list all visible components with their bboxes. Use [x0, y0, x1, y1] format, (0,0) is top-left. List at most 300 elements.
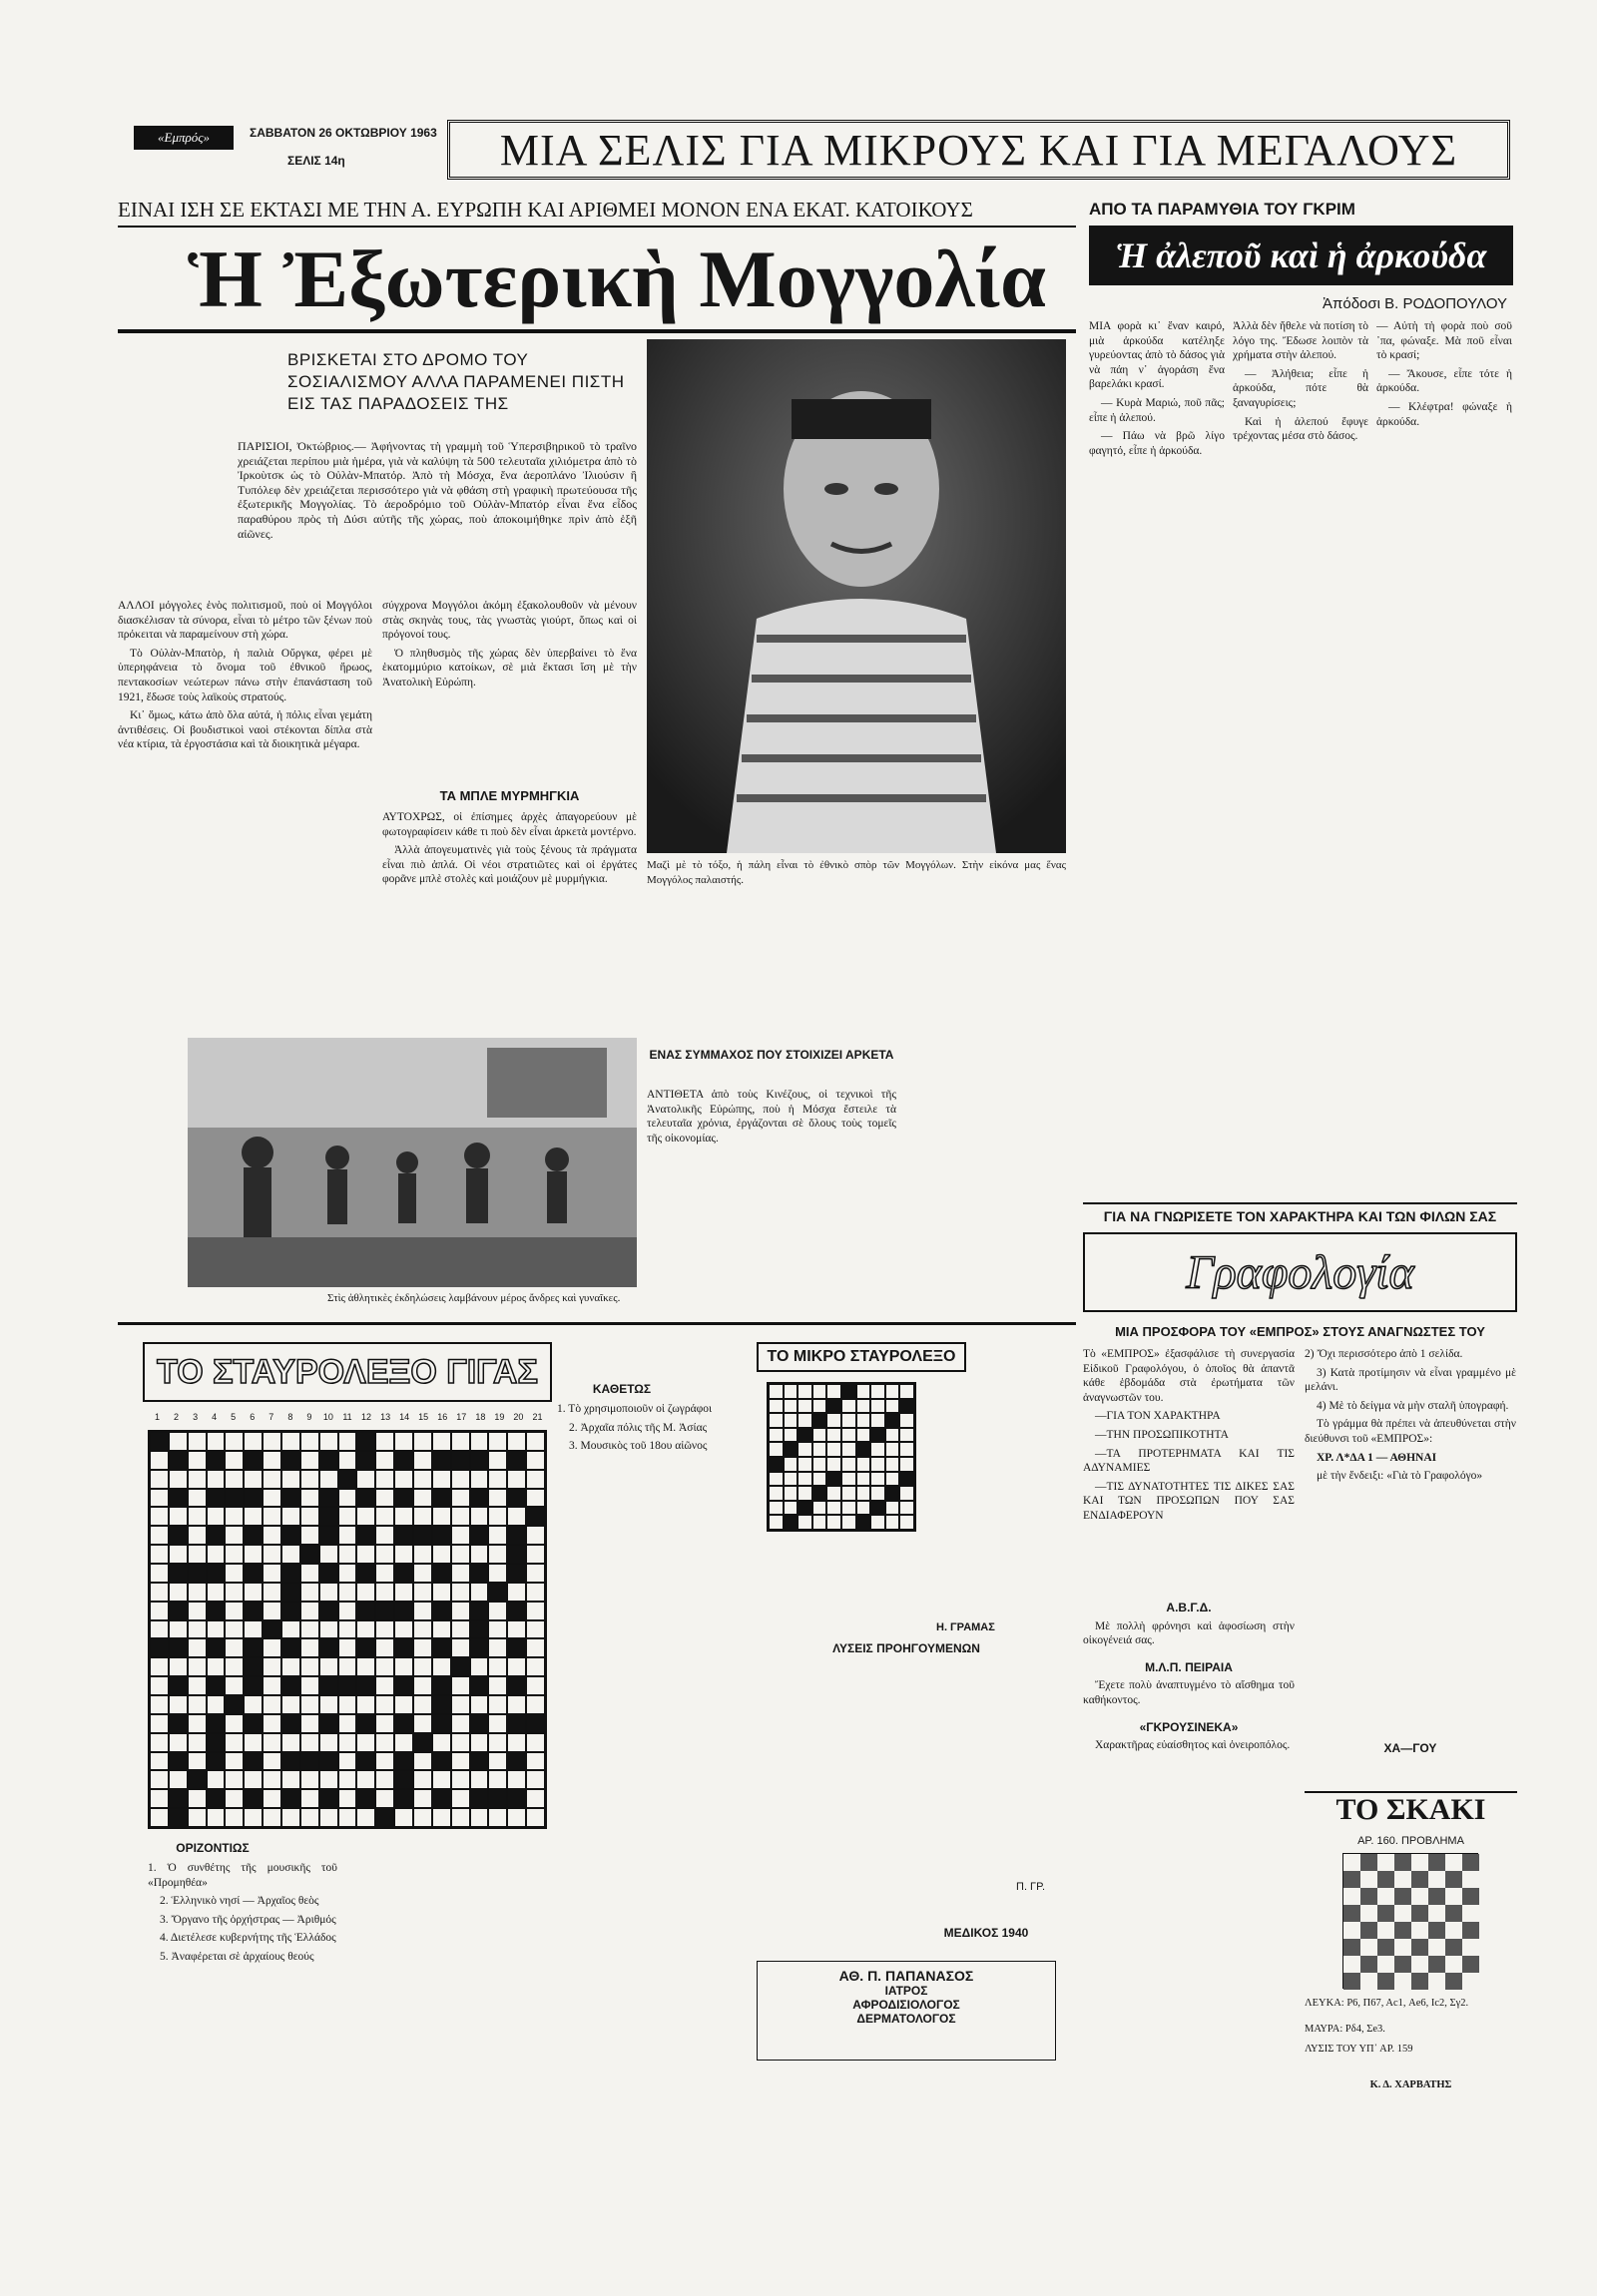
grid-cell: [169, 1714, 188, 1733]
grid-cell: [526, 1602, 545, 1620]
grid-cell: [488, 1451, 507, 1470]
chess-square: [1411, 1939, 1428, 1956]
grid-cell: [488, 1526, 507, 1545]
grid-cell: [826, 1413, 841, 1428]
grid-cell: [300, 1695, 319, 1714]
grid-cell: [300, 1583, 319, 1602]
grid-cell: [899, 1413, 914, 1428]
signature-2: Π. ΓΡ.: [1016, 1881, 1046, 1893]
grid-cell: [488, 1583, 507, 1602]
paragraph: — Ἀλήθεια; εἶπε ἡ ἀρκούδα, πότε θὰ ξαναγυρίσεις;: [1233, 367, 1368, 409]
small-crossword-grid: [767, 1382, 916, 1532]
grid-cell: [526, 1489, 545, 1508]
paragraph: —ΤΑ ΠΡΟΤΕΡΗΜΑΤΑ ΚΑΙ ΤΙΣ ΑΔΥΝΑΜΙΕΣ: [1083, 1447, 1295, 1475]
grid-cell: [375, 1752, 394, 1771]
grid-cell: [507, 1507, 526, 1526]
grid-cell: [488, 1507, 507, 1526]
fable-title: Ἡ ἀλεποῦ καὶ ἡ ἀρκούδα: [1115, 235, 1487, 275]
fable-article: [1083, 190, 1517, 1192]
grid-cell: [784, 1457, 798, 1472]
grid-cell: [451, 1657, 470, 1676]
grid-cell: [394, 1752, 413, 1771]
grid-cell: [769, 1501, 784, 1516]
grid-cell: [841, 1384, 856, 1399]
grid-cell: [150, 1770, 169, 1789]
grid-cell: [150, 1657, 169, 1676]
grid-cell: [300, 1451, 319, 1470]
grid-cell: [394, 1507, 413, 1526]
grid-cell: [507, 1676, 526, 1695]
chess-square: [1377, 1922, 1394, 1939]
column-number: 14: [399, 1412, 410, 1422]
grid-cell: [338, 1638, 357, 1657]
grid-cell: [244, 1714, 263, 1733]
grid-cell: [856, 1486, 871, 1501]
photo-caption: Μαζὶ μὲ τὸ τόξο, ἡ πάλη εἶναι τὸ ἐθνικὸ σπὸρ τῶν Μογγόλων. Στὴν εἰκόνα μας ἕνας Μογγόλος παλαιστής.: [647, 859, 1066, 886]
grid-cell: [207, 1676, 226, 1695]
chess-square: [1462, 1888, 1479, 1905]
grid-cell: [488, 1752, 507, 1771]
grid-cell: [769, 1486, 784, 1501]
small-crossword-title-box: [757, 1342, 966, 1372]
chess-square: [1394, 1956, 1411, 1973]
grid-cell: [470, 1789, 489, 1808]
page-banner: ΜΙΑ ΣΕΛΙΣ ΓΙΑ ΜΙΚΡΟΥΣ ΚΑΙ ΓΙΑ ΜΕΓΑΛΟΥΣ: [499, 125, 1458, 175]
doctor-ad: [757, 1961, 1056, 2061]
grid-cell: [451, 1564, 470, 1583]
chess-square: [1462, 1854, 1479, 1871]
grid-cell: [488, 1545, 507, 1564]
grid-cell: [338, 1602, 357, 1620]
chess-square: [1445, 1973, 1462, 1990]
grid-cell: [338, 1564, 357, 1583]
grid-cell: [526, 1695, 545, 1714]
grid-cell: [207, 1657, 226, 1676]
column-number: 21: [532, 1412, 543, 1422]
grid-cell: [413, 1470, 432, 1489]
chess-square: [1428, 1956, 1445, 1973]
chess-square: [1394, 1888, 1411, 1905]
grid-cell: [225, 1733, 244, 1752]
grid-cell: [319, 1657, 338, 1676]
grid-cell: [356, 1507, 375, 1526]
grid-cell: [526, 1564, 545, 1583]
grid-cell: [488, 1470, 507, 1489]
grid-cell: [244, 1432, 263, 1451]
paragraph: ΑΛΛΟΙ μόγγολες ἑνὸς πολιτισμοῦ, ποὺ οἱ Μογγόλοι διασκέλισαν τὰ σύνορα, εἶναι τὸ μέτρο τῶν ξένων ποὺ πρόκειται νὰ παραμείνουν στὴ χώρα.: [118, 600, 372, 642]
grid-cell: [451, 1545, 470, 1564]
grid-cell: [526, 1657, 545, 1676]
grid-cell: [856, 1413, 871, 1428]
paragraph: Ἔχετε πολὺ ἀναπτυγμένο τὸ αἴσθημα τοῦ καθήκοντος.: [1083, 1679, 1295, 1706]
grid-cell: [150, 1451, 169, 1470]
grid-cell: [451, 1733, 470, 1752]
chess-square: [1428, 1905, 1445, 1922]
grid-cell: [356, 1808, 375, 1827]
grid-cell: [841, 1457, 856, 1472]
grid-cell: [300, 1657, 319, 1676]
grid-cell: [319, 1695, 338, 1714]
grid-cell: [451, 1695, 470, 1714]
grid-cell: [798, 1515, 812, 1530]
grid-cell: [338, 1676, 357, 1695]
grid-cell: [188, 1657, 207, 1676]
grid-cell: [885, 1413, 900, 1428]
grid-cell: [225, 1752, 244, 1771]
grid-cell: [319, 1770, 338, 1789]
grid-cell: [188, 1451, 207, 1470]
grid-cell: [812, 1399, 827, 1414]
grid-cell: [169, 1638, 188, 1657]
grid-cell: [432, 1789, 451, 1808]
clue: 1. Τὸ χρησιμοποιοῦν οἱ ζωγράφοι: [557, 1403, 713, 1415]
grid-cell: [188, 1620, 207, 1639]
grid-cell: [225, 1657, 244, 1676]
grid-cell: [394, 1526, 413, 1545]
grid-cell: [526, 1752, 545, 1771]
paragraph: 2) Ὄχι περισσότερο ἀπὸ 1 σελίδα.: [1305, 1348, 1463, 1360]
grid-cell: [207, 1620, 226, 1639]
grid-cell: [375, 1432, 394, 1451]
grid-cell: [432, 1602, 451, 1620]
column-number: 3: [193, 1412, 199, 1422]
grid-cell: [432, 1451, 451, 1470]
grid-cell: [169, 1564, 188, 1583]
grid-cell: [526, 1770, 545, 1789]
grid-cell: [394, 1733, 413, 1752]
grid-cell: [244, 1752, 263, 1771]
grid-cell: [826, 1442, 841, 1457]
column-number: 20: [513, 1412, 524, 1422]
grid-cell: [526, 1733, 545, 1752]
grid-cell: [281, 1564, 300, 1583]
grid-cell: [244, 1489, 263, 1508]
chess-square: [1360, 1922, 1377, 1939]
grid-cell: [470, 1489, 489, 1508]
grid-cell: [470, 1564, 489, 1583]
grid-cell: [507, 1789, 526, 1808]
doctor-specialty: ΑΦΡΟΔΙΣΙΟΛΟΓΟΣ: [852, 1998, 960, 2012]
grid-cell: [281, 1432, 300, 1451]
chess-square: [1428, 1939, 1445, 1956]
crossword-grid: [148, 1430, 547, 1829]
grid-cell: [899, 1428, 914, 1443]
grid-cell: [225, 1489, 244, 1508]
grid-cell: [169, 1583, 188, 1602]
grid-cell: [281, 1714, 300, 1733]
grid-cell: [356, 1714, 375, 1733]
chess-board: [1342, 1853, 1478, 1989]
grid-cell: [150, 1789, 169, 1808]
chess-square: [1377, 1888, 1394, 1905]
chess-square: [1411, 1922, 1428, 1939]
grid-cell: [225, 1676, 244, 1695]
grid-cell: [375, 1770, 394, 1789]
grid-cell: [856, 1515, 871, 1530]
grid-cell: [451, 1620, 470, 1639]
grid-cell: [488, 1657, 507, 1676]
grid-cell: [225, 1526, 244, 1545]
grid-cell: [169, 1733, 188, 1752]
grid-cell: [150, 1583, 169, 1602]
grid-cell: [281, 1583, 300, 1602]
paragraph: Τὸ Οὐλὰν-Μπατὸρ, ἡ παλιὰ Οὔργκα, φέρει μὲ ὑπερηφάνεια τὸ ὄνομα τοῦ ἐθνικοῦ ἥρωος, πεντακοσίων νεώτερων πάνω στὴν ἐπανάσταση τοῦ 1921, ἔδωσε τοὺς λαϊκοὺς στρατούς.: [118, 647, 372, 703]
grid-cell: [188, 1526, 207, 1545]
grid-cell: [507, 1770, 526, 1789]
grid-cell: [769, 1472, 784, 1487]
grid-cell: [526, 1507, 545, 1526]
grid-cell: [225, 1620, 244, 1639]
chess-solution: ΛΥΣΙΣ ΤΟΥ ΥΠ᾽ ΑΡ. 159: [1305, 2044, 1413, 2055]
section-heading-2: ΕΝΑΣ ΣΥΜΜΑΧΟΣ ΠΟΥ ΣΤΟΙΧΙΖΕΙ ΑΡΚΕΤΑ: [649, 1048, 894, 1062]
column-number: 2: [174, 1412, 180, 1422]
grid-cell: [356, 1789, 375, 1808]
chess-square: [1343, 1888, 1360, 1905]
grid-cell: [798, 1457, 812, 1472]
doctor-name: ΑΘ. Π. ΠΑΠΑΝΑΣΟΣ: [838, 1968, 974, 1984]
chess-square: [1343, 1956, 1360, 1973]
grid-cell: [356, 1638, 375, 1657]
grid-cell: [263, 1470, 281, 1489]
grid-cell: [899, 1486, 914, 1501]
grid-cell: [225, 1638, 244, 1657]
grid-cell: [432, 1638, 451, 1657]
article-col-1: [118, 599, 372, 1028]
grid-cell: [263, 1545, 281, 1564]
grid-cell: [413, 1752, 432, 1771]
chess-square: [1428, 1871, 1445, 1888]
grid-cell: [319, 1714, 338, 1733]
grid-cell: [826, 1457, 841, 1472]
grid-cell: [169, 1507, 188, 1526]
grid-cell: [375, 1564, 394, 1583]
clue: 5. Ἀναφέρεται σὲ ἀρχαίους θεούς: [160, 1950, 314, 1963]
grid-cell: [375, 1638, 394, 1657]
chess-square: [1377, 1854, 1394, 1871]
grid-cell: [207, 1451, 226, 1470]
grid-cell: [263, 1620, 281, 1639]
chess-square: [1428, 1888, 1445, 1905]
grid-cell: [356, 1564, 375, 1583]
grid-cell: [798, 1486, 812, 1501]
chess-square: [1343, 1905, 1360, 1922]
grid-cell: [885, 1457, 900, 1472]
grid-cell: [338, 1695, 357, 1714]
logo-text: «Εμπρός»: [158, 130, 210, 145]
section-heading: ΤΑ ΜΠΛΕ ΜΥΡΜΗΓΚΙΑ: [439, 788, 580, 803]
fable-col-3: [1376, 319, 1512, 1187]
chess-square: [1462, 1973, 1479, 1990]
grid-cell: [169, 1695, 188, 1714]
fable-col-2: [1233, 319, 1368, 1187]
grid-cell: [375, 1789, 394, 1808]
grid-cell: [394, 1638, 413, 1657]
grid-cell: [356, 1583, 375, 1602]
grid-cell: [432, 1676, 451, 1695]
grid-cell: [432, 1507, 451, 1526]
grid-cell: [300, 1770, 319, 1789]
grid-cell: [207, 1808, 226, 1827]
grid-cell: [432, 1695, 451, 1714]
grid-cell: [263, 1451, 281, 1470]
grid-cell: [207, 1489, 226, 1508]
paragraph: ΑΝΤΙΘΕΤΑ ἀπὸ τοὺς Κινέζους, οἱ τεχνικοὶ τῆς Ἀνατολικῆς Εὐρώπης, ποὺ ἡ Μόσχα ἔστειλε τὰ τελευταῖα χρόνια, ἐργάζονται σὲ ὅλους τοὺς τομεῖς τῆς οἰκονομίας.: [647, 1089, 896, 1145]
grid-cell: [826, 1384, 841, 1399]
grid-cell: [281, 1789, 300, 1808]
grid-cell: [826, 1472, 841, 1487]
grid-cell: [263, 1714, 281, 1733]
grid-cell: [432, 1489, 451, 1508]
chess-square: [1428, 1922, 1445, 1939]
grid-cell: [451, 1507, 470, 1526]
grid-cell: [188, 1432, 207, 1451]
grid-cell: [451, 1451, 470, 1470]
grid-cell: [150, 1620, 169, 1639]
article-col-2: [382, 599, 637, 778]
paragraph: — Πάω νὰ βρῶ λίγο φαγητό, εἶπε ἡ ἀρκούδα.: [1089, 430, 1225, 457]
grid-cell: [319, 1470, 338, 1489]
grid-cell: [394, 1470, 413, 1489]
grid-cell: [470, 1676, 489, 1695]
grid-cell: [798, 1384, 812, 1399]
grid-cell: [413, 1432, 432, 1451]
grid-cell: [507, 1695, 526, 1714]
masthead: [118, 120, 1515, 190]
grid-cell: [188, 1676, 207, 1695]
grid-cell: [319, 1602, 338, 1620]
grid-cell: [375, 1714, 394, 1733]
grid-cell: [432, 1526, 451, 1545]
grid-cell: [432, 1620, 451, 1639]
grid-cell: [244, 1602, 263, 1620]
chess-white: ΛΕΥΚΑ: Ρ6, Π67, Αc1, Αe6, Ιc2, Σγ2.: [1305, 1998, 1469, 2009]
across-clues: [148, 1861, 337, 2160]
grid-cell: [375, 1657, 394, 1676]
doctor-specialty-2: ΔΕΡΜΑΤΟΛΟΓΟΣ: [856, 2012, 956, 2026]
crossword-section: [118, 1322, 1076, 2170]
grid-cell: [244, 1657, 263, 1676]
grid-cell: [413, 1770, 432, 1789]
chess-square: [1360, 1956, 1377, 1973]
grid-cell: [188, 1564, 207, 1583]
grid-cell: [375, 1470, 394, 1489]
chess-square: [1360, 1939, 1377, 1956]
grid-cell: [263, 1808, 281, 1827]
grid-cell: [319, 1620, 338, 1639]
grid-cell: [225, 1695, 244, 1714]
grid-cell: [812, 1486, 827, 1501]
chess-square: [1445, 1922, 1462, 1939]
grid-cell: [188, 1489, 207, 1508]
grid-cell: [488, 1770, 507, 1789]
grid-cell: [338, 1583, 357, 1602]
grid-cell: [263, 1789, 281, 1808]
grid-cell: [394, 1451, 413, 1470]
grid-cell: [856, 1442, 871, 1457]
grid-cell: [784, 1442, 798, 1457]
chess-square: [1360, 1905, 1377, 1922]
grid-cell: [451, 1752, 470, 1771]
chess-square: [1445, 1871, 1462, 1888]
grid-cell: [263, 1526, 281, 1545]
grid-cell: [899, 1457, 914, 1472]
grid-cell: [413, 1489, 432, 1508]
grid-cell: [470, 1620, 489, 1639]
grid-cell: [263, 1676, 281, 1695]
grid-cell: [338, 1526, 357, 1545]
grid-cell: [281, 1545, 300, 1564]
paragraph: 3) Κατὰ προτίμησιν νὰ εἶναι γραμμένο μὲ μελάνι.: [1305, 1366, 1516, 1394]
grid-cell: [169, 1602, 188, 1620]
grid-cell: [300, 1752, 319, 1771]
grid-cell: [470, 1602, 489, 1620]
grid-cell: [841, 1428, 856, 1443]
grid-cell: [507, 1733, 526, 1752]
chess-square: [1343, 1939, 1360, 1956]
column-number: 5: [231, 1412, 237, 1422]
grid-cell: [451, 1470, 470, 1489]
grid-cell: [507, 1526, 526, 1545]
grid-cell: [225, 1770, 244, 1789]
grid-cell: [319, 1733, 338, 1752]
grid-cell: [432, 1432, 451, 1451]
column-number: 15: [418, 1412, 429, 1422]
column-number: 10: [322, 1412, 333, 1422]
grid-cell: [784, 1515, 798, 1530]
grid-cell: [856, 1399, 871, 1414]
grid-cell: [225, 1602, 244, 1620]
grid-cell: [319, 1432, 338, 1451]
grid-cell: [470, 1470, 489, 1489]
grid-cell: [281, 1507, 300, 1526]
grid-cell: [870, 1428, 885, 1443]
grid-cell: [798, 1442, 812, 1457]
grid-cell: [451, 1526, 470, 1545]
grid-cell: [885, 1384, 900, 1399]
grid-cell: [375, 1526, 394, 1545]
grid-cell: [169, 1789, 188, 1808]
grid-cell: [319, 1638, 338, 1657]
clue: 4. Διετέλεσε κυβερνήτης τῆς Ἑλλάδος: [160, 1932, 336, 1945]
grid-cell: [394, 1583, 413, 1602]
grid-cell: [470, 1583, 489, 1602]
grid-cell: [798, 1413, 812, 1428]
grid-cell: [885, 1442, 900, 1457]
grid-cell: [150, 1545, 169, 1564]
down-clues: [557, 1402, 717, 1821]
grid-cell: [784, 1384, 798, 1399]
grid-cell: [263, 1564, 281, 1583]
grid-cell: [432, 1752, 451, 1771]
grid-cell: [526, 1432, 545, 1451]
grid-cell: [169, 1752, 188, 1771]
grid-cell: [281, 1808, 300, 1827]
grid-cell: [150, 1507, 169, 1526]
grid-cell: [488, 1564, 507, 1583]
grid-cell: [263, 1733, 281, 1752]
grid-cell: [451, 1714, 470, 1733]
paragraph: —ΤΙΣ ΔΥΝΑΤΟΤΗΤΕΣ ΤΙΣ ΔΙΚΕΣ ΣΑΣ ΚΑΙ ΤΩΝ ΠΡΟΣΩΠΩΝ ΠΟΥ ΣΑΣ ΕΝΔΙΑΦΕΡΟΥΝ: [1083, 1480, 1295, 1522]
paragraph: Κι᾽ ὅμως, κάτω ἀπὸ ὅλα αὐτά, ἡ πόλις εἶναι γεμάτη ἀντιθέσεις. Οἱ βουδιστικοὶ ναοὶ στέκονται δίπλα στὰ νέα κτίρια, τὰ ἐργοστάσια καὶ τὰ διοικητικὰ μέγαρα.: [118, 709, 372, 751]
grid-cell: [244, 1695, 263, 1714]
grid-cell: [784, 1486, 798, 1501]
grid-cell: [885, 1486, 900, 1501]
grid-cell: [507, 1432, 526, 1451]
grid-cell: [413, 1733, 432, 1752]
grid-cell: [394, 1676, 413, 1695]
chess-square: [1360, 1854, 1377, 1871]
grid-cell: [356, 1770, 375, 1789]
